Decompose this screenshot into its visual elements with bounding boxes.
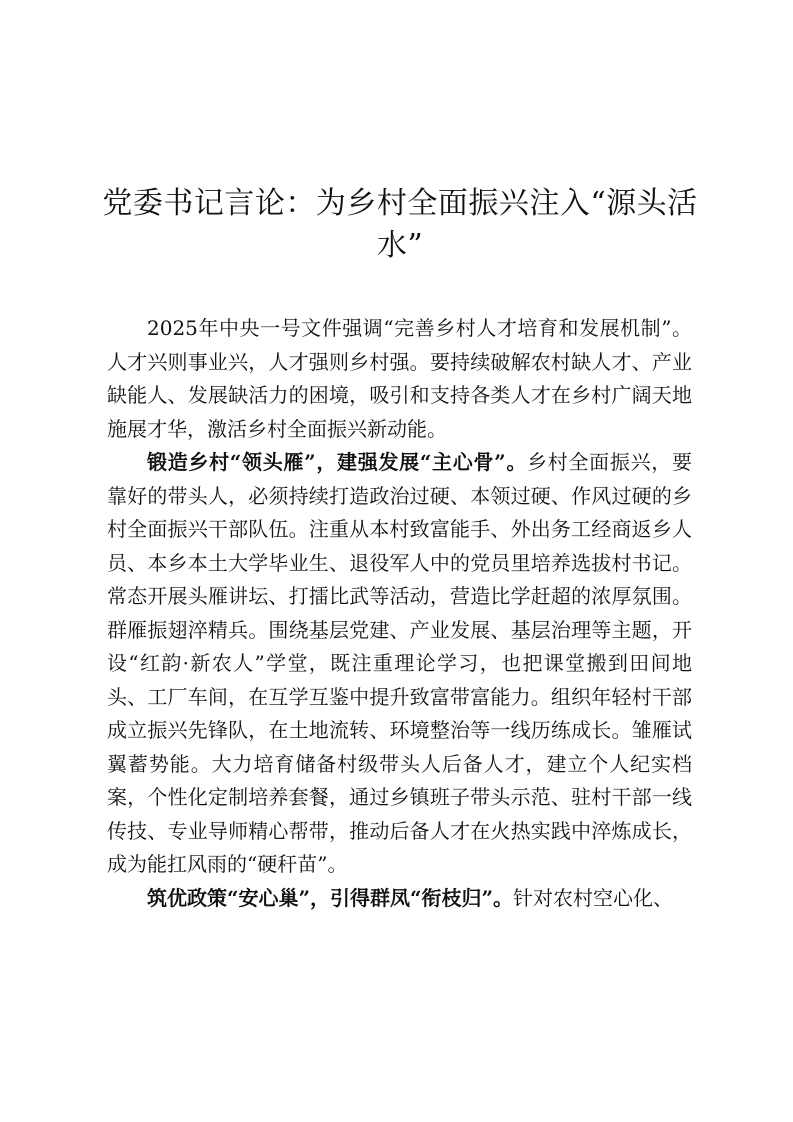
paragraph-3: [107, 882, 692, 916]
paragraph-text: 乡村全面振兴，要靠好的带头人，必须持续打造政治过硬、本领过硬、作风过硬的乡村全面振兴干部队伍。注重从本村致富能手、外出务工经商返乡人员、本乡本土大学毕业生、退役军人中的党员里培养选拔村书记。常态开展头雁讲坛、打擂比武等活动，营造比学赶超的浓厚氛围。群雁振翅淬精兵。围绕基层党建、产业发展、基层治理等主题，开设“红韵·新农人”学堂，既注重理论学习，也把课堂搬到田间地头、工厂车间，在互学互鉴中提升致富带富能力。组织年轻村干部成立振兴先锋队，在土地流转、环境整治等一线历练成长。雏雁试翼蓄势能。大力培育储备村级带头人后备人才，建立个人纪实档案，个性化定制培养套餐，通过乡镇班子带头示范、驻村干部一线传技、专业导师精心帮带，推动后备人才在火热实践中淬炼成长，成为能扛风雨的“硬秆苗”。: [107, 450, 692, 876]
paragraph-text: 2025年中央一号文件强调“完善乡村人才培育和发展机制”。人才兴则事业兴，人才强则乡村强。要持续破解农村缺人才、产业缺能人、发展缺活力的困境，吸引和支持各类人才在乡村广阔天地施展才华，激活乡村全面振兴新动能。: [107, 316, 692, 441]
paragraph-lead: 筑优政策“安心巢”，引得群凤“衔枝归”。: [147, 885, 514, 910]
paragraph-lead: 锻造乡村“领头雁”，建强发展“主心骨”。: [147, 450, 528, 474]
paragraph-1: [107, 312, 692, 446]
document-body: [107, 312, 692, 915]
document-title: 党委书记言论：为乡村全面振兴注入“源头活水”: [102, 186, 698, 263]
paragraph-2: [107, 446, 692, 882]
paragraph-text: 针对农村空心化、: [513, 885, 674, 910]
